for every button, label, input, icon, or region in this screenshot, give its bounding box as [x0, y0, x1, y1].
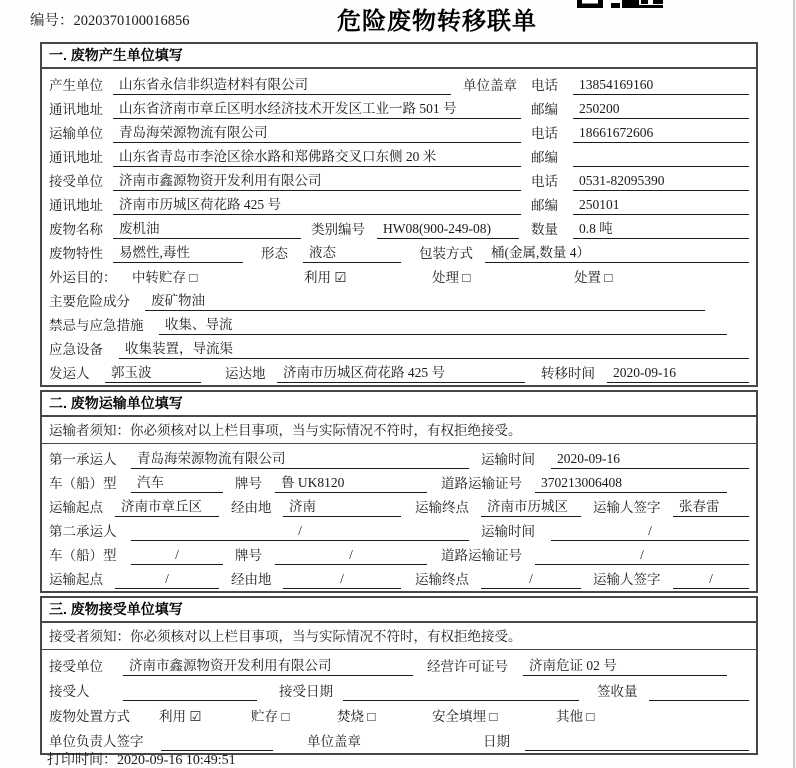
first-plate-value: 鲁 UK8120	[275, 471, 427, 493]
acceptor-row	[49, 676, 749, 701]
hazard-component-value: 废矿物油	[145, 289, 705, 311]
page-title: 危险废物转移联单	[337, 8, 537, 35]
category-code-value: HW08(900-249-08)	[377, 221, 519, 239]
transfer-form	[40, 42, 758, 758]
packing-value: 桶(金属,数量 4）	[485, 241, 749, 263]
destination-label: 运达地	[225, 366, 266, 381]
producer-unit-value: 山东省永信非织造材料有限公司	[113, 73, 451, 95]
transporter-zip-group	[531, 146, 749, 167]
producer-zip-group	[531, 98, 749, 119]
quantity-label: 数量	[531, 222, 558, 237]
checkbox-option-unchecked: 贮存 □	[251, 709, 290, 724]
road-license-label: 道路运输证号	[441, 548, 522, 563]
disposal-method-row	[49, 701, 749, 726]
waste-name-label: 废物名称	[49, 222, 103, 237]
second-terminus-value: /	[481, 571, 581, 589]
receiver-address-row	[49, 191, 749, 215]
taboo-measures-label: 禁忌与应急措施	[49, 318, 144, 333]
address-label: 通讯地址	[49, 102, 103, 117]
unit-seal-label: 单位盖章	[463, 78, 517, 93]
waste-character-label: 废物特性	[49, 246, 103, 261]
carrier-signature-label: 运输人签字	[593, 500, 661, 515]
second-transport-time-group	[481, 520, 749, 541]
origin-label: 运输起点	[49, 572, 103, 587]
taboo-measures-value: 收集、导流	[159, 313, 727, 335]
right-page-edge-line	[793, 0, 795, 768]
receiver-phone-group	[531, 170, 749, 191]
date-label: 日期	[483, 734, 510, 749]
plate-label: 牌号	[235, 548, 262, 563]
phone-label: 电话	[531, 174, 558, 189]
emergency-equipment-row	[49, 335, 749, 359]
transporter-address-value: 山东省青岛市李沧区徐水路和郑佛路交叉口东侧 20 米	[113, 145, 521, 167]
first-carrier-row	[49, 445, 749, 469]
transfer-purpose-row	[49, 263, 749, 287]
disposal-method-label: 废物处置方式	[49, 709, 130, 724]
transport-time-label: 运输时间	[481, 452, 535, 467]
terminus-label: 运输终点	[415, 500, 469, 515]
quantity-group	[531, 217, 749, 239]
producer-phone-value: 13854169160	[573, 77, 749, 95]
terminus-label: 运输终点	[415, 572, 469, 587]
transporter-unit-row	[49, 119, 749, 143]
producer-address-value: 山东省济南市章丘区明水经济技术开发区工业一路 501 号	[113, 97, 521, 119]
transfer-time-label: 转移时间	[541, 366, 595, 381]
serial-label: 编号：	[30, 13, 74, 29]
first-vehicle-type-value: 汽车	[131, 471, 223, 493]
carrier-signature-label: 运输人签字	[593, 572, 661, 587]
physical-form-value: 液态	[303, 241, 401, 263]
emergency-equipment-label: 应急设备	[49, 342, 103, 357]
second-carrier-row	[49, 517, 749, 541]
address-label: 通讯地址	[49, 150, 103, 165]
print-time-label: 打印时间：	[47, 753, 117, 768]
receiver-zip-group	[531, 194, 749, 215]
section-producer	[40, 42, 758, 387]
road-license-label: 道路运输证号	[441, 476, 522, 491]
first-via-value: 济南	[283, 495, 401, 517]
origin-label: 运输起点	[49, 500, 103, 515]
qr-code-icon	[577, 0, 663, 8]
first-terminus-value: 济南市历城区	[481, 495, 581, 517]
first-carrier-signature-value: 张春雷	[673, 495, 749, 517]
receiver-unit-label: 接受单位	[49, 174, 103, 189]
receiver-unit-value: 济南市鑫源物资开发利用有限公司	[113, 169, 521, 191]
producer-zip-value: 250200	[573, 101, 749, 119]
first-road-license-value: 370213006408	[535, 475, 727, 493]
transporter-phone-value: 18661672606	[573, 125, 749, 143]
transfer-time-value: 2020-09-16	[607, 365, 749, 383]
checkbox-option-unchecked: 处理 □	[432, 270, 471, 285]
first-transport-time-group	[481, 448, 749, 469]
transport-time-label: 运输时间	[481, 524, 535, 539]
section-transporter-body	[42, 417, 756, 591]
section-receiver	[40, 596, 758, 755]
transporter-phone-group	[531, 122, 749, 143]
second-transport-time-value: /	[551, 523, 749, 541]
section-producer-title: 一. 废物产生单位填写	[42, 44, 756, 69]
checkbox-option-unchecked: 焚烧 □	[337, 709, 376, 724]
via-label: 经由地	[231, 500, 272, 515]
vehicle-type-label: 车（船）型	[49, 548, 117, 563]
section-transporter-title: 二. 废物运输单位填写	[42, 392, 756, 417]
waste-character-value: 易燃性,毒性	[113, 241, 243, 263]
first-carrier-value: 青岛海荣源物流有限公司	[131, 447, 469, 469]
transporter-notice: 运输者须知：你必须核对以上栏目事项，当与实际情况不符时，有权拒绝接受。	[42, 419, 756, 444]
accepting-unit-row	[49, 651, 749, 676]
checkbox-option-unchecked: 中转贮存 □	[132, 270, 198, 285]
via-label: 经由地	[231, 572, 272, 587]
accept-date-label: 接受日期	[279, 684, 333, 699]
category-code-label: 类别编号	[311, 222, 365, 237]
receiver-zip-value: 250101	[573, 197, 749, 215]
checkbox-option-unchecked: 处置 □	[574, 270, 613, 285]
checkbox-option-unchecked: 安全填埋 □	[432, 709, 498, 724]
transfer-purpose-options	[132, 266, 749, 287]
section-receiver-body	[42, 623, 756, 753]
address-label: 通讯地址	[49, 198, 103, 213]
checkbox-option-unchecked: 其他 □	[556, 709, 595, 724]
zip-label: 邮编	[531, 150, 558, 165]
first-carrier-label: 第一承运人	[49, 452, 117, 467]
emergency-equipment-value: 收集装置，导流渠	[119, 337, 749, 359]
receiver-unit-row	[49, 167, 749, 191]
serial-number	[30, 9, 190, 30]
receiver-notice: 接受者须知：你必须核对以上栏目事项，当与实际情况不符时，有权拒绝接受。	[42, 625, 756, 650]
second-plate-value: /	[275, 547, 427, 565]
received-amount-value	[649, 699, 749, 701]
plate-label: 牌号	[235, 476, 262, 491]
zip-label: 邮编	[531, 102, 558, 117]
acceptor-value	[123, 699, 257, 701]
sender-value: 郭玉波	[105, 361, 201, 383]
checkbox-option-checked: 利用 ☑	[159, 709, 202, 724]
first-route-row	[49, 493, 749, 517]
section-receiver-title: 三. 废物接受单位填写	[42, 598, 756, 623]
unit-seal-label: 单位盖章	[307, 734, 361, 749]
serial-value: 2020370100016856	[73, 13, 190, 29]
producer-unit-label: 产生单位	[49, 78, 103, 93]
date-value	[525, 749, 749, 751]
phone-label: 电话	[531, 78, 558, 93]
first-origin-value: 济南市章丘区	[115, 495, 219, 517]
transporter-unit-label: 运输单位	[49, 126, 103, 141]
accepting-unit-value: 济南市鑫源物资开发利用有限公司	[123, 654, 413, 676]
print-time	[47, 749, 236, 768]
transporter-unit-value: 青岛海荣源物流有限公司	[113, 121, 521, 143]
waste-character-row	[49, 239, 749, 263]
acceptor-label: 接受人	[49, 684, 90, 699]
phone-label: 电话	[531, 126, 558, 141]
second-road-license-value: /	[535, 547, 749, 565]
destination-value: 济南市历城区荷花路 425 号	[277, 361, 525, 383]
second-vehicle-type-value: /	[131, 547, 223, 565]
physical-form-label: 形态	[261, 246, 288, 261]
hazard-component-label: 主要危险成分	[49, 294, 130, 309]
first-transport-time-value: 2020-09-16	[551, 451, 749, 469]
second-carrier-label: 第二承运人	[49, 524, 117, 539]
hazard-component-row	[49, 287, 749, 311]
producer-address-row	[49, 95, 749, 119]
transfer-purpose-label: 外运目的：	[49, 270, 117, 285]
accept-date-value	[343, 699, 579, 701]
second-route-row	[49, 565, 749, 589]
second-carrier-signature-value: /	[673, 571, 749, 589]
sender-label: 发运人	[49, 366, 90, 381]
print-time-value: 2020-09-16 10:49:51	[117, 753, 236, 768]
section-producer-body	[42, 69, 756, 385]
sender-row	[49, 359, 749, 383]
second-vehicle-row	[49, 541, 749, 565]
operation-license-label: 经营许可证号	[427, 659, 508, 674]
producer-unit-row	[49, 71, 749, 95]
checkbox-option-checked: 利用 ☑	[304, 270, 347, 285]
responsible-signature-label: 单位负责人签字	[49, 734, 144, 749]
waste-name-row	[49, 215, 749, 239]
second-via-value: /	[283, 571, 401, 589]
packing-label: 包装方式	[419, 246, 473, 261]
transporter-zip-value	[573, 165, 749, 167]
receiver-phone-value: 0531-82095390	[573, 173, 749, 191]
vehicle-type-label: 车（船）型	[49, 476, 117, 491]
second-carrier-value: /	[131, 523, 469, 541]
quantity-value: 0.8 吨	[573, 217, 749, 239]
second-origin-value: /	[115, 571, 219, 589]
section-transporter	[40, 390, 758, 593]
transporter-address-row	[49, 143, 749, 167]
operation-license-value: 济南危证 02 号	[523, 654, 727, 676]
disposal-method-options	[159, 705, 749, 726]
first-vehicle-row	[49, 469, 749, 493]
waste-name-value: 废机油	[113, 217, 301, 239]
received-amount-label: 签收量	[597, 684, 638, 699]
accepting-unit-label: 接受单位	[49, 659, 103, 674]
receiver-address-value: 济南市历城区荷花路 425 号	[113, 193, 521, 215]
taboo-measures-row	[49, 311, 749, 335]
responsible-signature-row	[49, 726, 749, 751]
producer-phone-group	[531, 74, 749, 95]
zip-label: 邮编	[531, 198, 558, 213]
